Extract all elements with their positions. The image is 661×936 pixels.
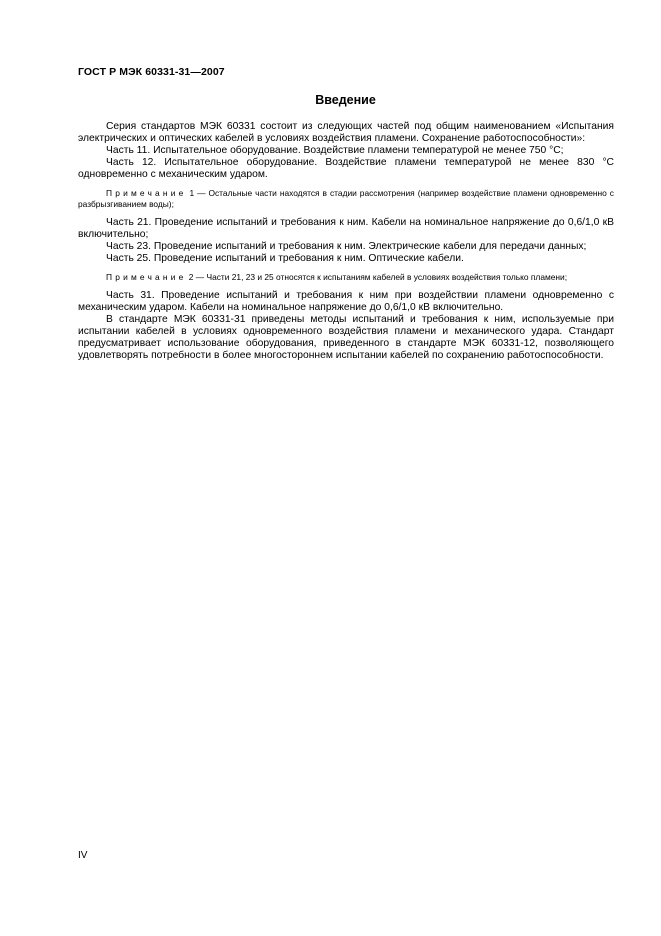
note-2-label: Примечание <box>106 272 187 282</box>
part-25-item: Часть 25. Проведение испытаний и требования к ним. Оптические кабели. <box>106 253 464 264</box>
section-title: Введение <box>315 93 376 107</box>
document-header: ГОСТ Р МЭК 60331-31—2007 <box>78 66 225 78</box>
part-21-item: Часть 21. Проведение испытаний и требования к ним. Кабели на номинальное напряжение до 0,6/1,0 кВ включительно; <box>78 217 614 240</box>
note-1-label: Примечание <box>106 188 187 198</box>
note-2-text: 2 — Части 21, 23 и 25 относятся к испытаниям кабелей в условиях воздействия только пламени; <box>186 272 568 282</box>
closing-paragraph: В стандарте МЭК 60331-31 приведены методы испытаний и требования к ним, используемые при испытании кабелей в условиях одновременного воздействия пламени и механического удара. Стандарт предусматривает использование оборудования, приведенного в стандарте МЭК 60331-12, позволяющего удовлетворять потребности в более многостороннем испытании кабелей по сохранению работоспособности. <box>78 314 614 361</box>
main-text <box>78 121 614 362</box>
intro-paragraph: Серия стандартов МЭК 60331 состоит из следующих частей под общим наименованием «Испытания электрических и оптических кабелей в условиях воздействия пламени. Сохранение работоспособности»: <box>78 121 614 144</box>
part-31-item: Часть 31. Проведение испытаний и требования к ним при воздействии пламени одновременно с механическим ударом. Кабели на номинальное напряжение до 0,6/1,0 кВ включительно. <box>78 290 614 313</box>
note-1-text: 1 — Остальные части находятся в стадии рассмотрения (например воздействие пламени одновременно с разбрызгиванием воды); <box>78 188 614 209</box>
note-2 <box>78 272 614 283</box>
note-1 <box>78 188 614 210</box>
part-12-item: Часть 12. Испытательное оборудование. Воздействие пламени температурой не менее 830 °С одновременно с механическим ударом. <box>78 157 614 180</box>
page-number: IV <box>78 850 88 861</box>
part-11-item: Часть 11. Испытательное оборудование. Воздействие пламени температурой не менее 750 °С; <box>106 145 564 156</box>
part-23-item: Часть 23. Проведение испытаний и требования к ним. Электрические кабели для передачи данных; <box>106 241 587 252</box>
